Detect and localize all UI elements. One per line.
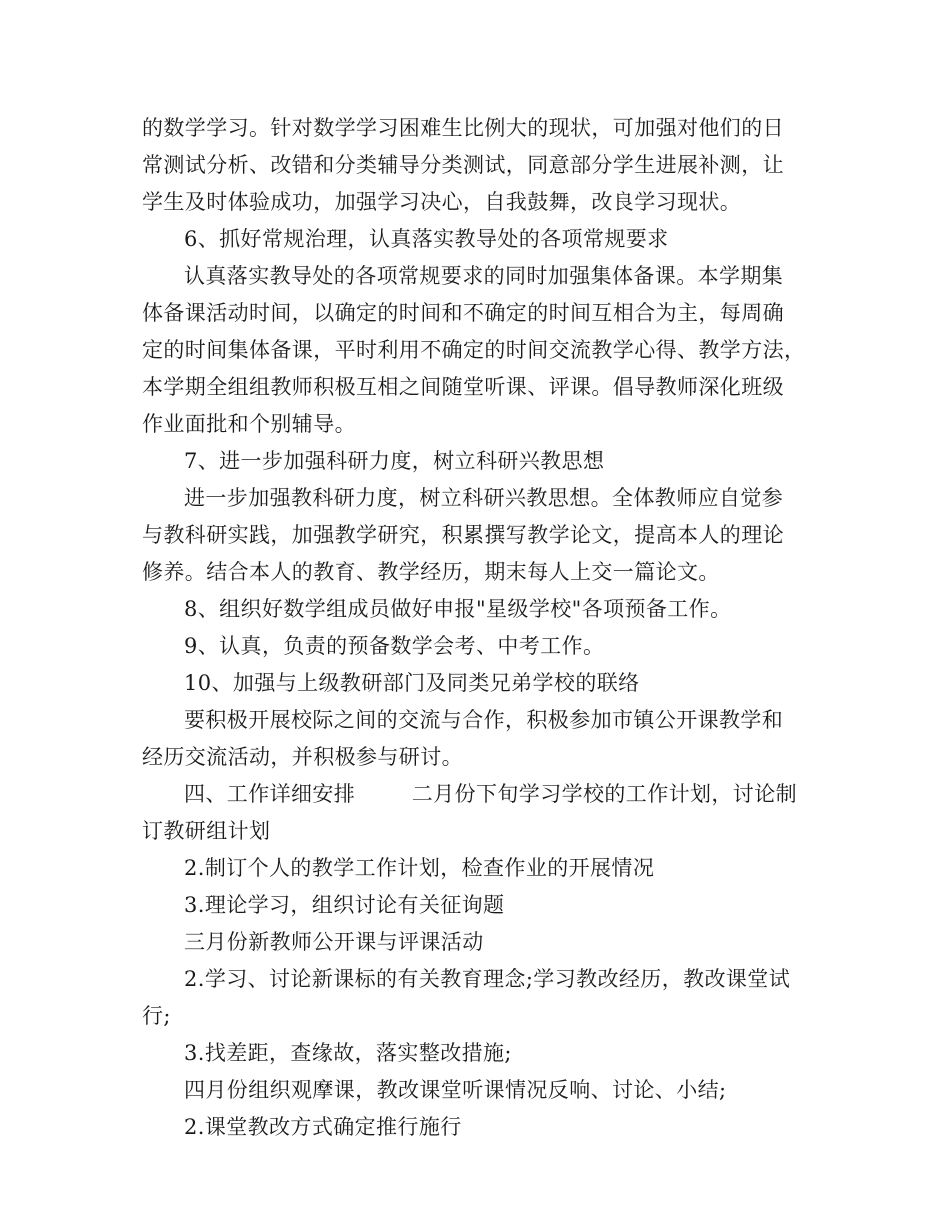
section-heading: 6、抓好常规治理，认真落实教导处的各项常规要求 (184, 227, 669, 251)
text-line: 定的时间集体备课，平时利用不确定的时间交流教学心得、教学方法， (142, 338, 806, 362)
text-line: 行; (142, 1004, 171, 1028)
text-line: 作业面批和个别辅导。 (142, 412, 356, 436)
text-line: 要积极开展校际之间的交流与合作，积极参加市镇公开课教学和 (184, 708, 784, 732)
text-line: 修养。结合本人的教育、教学经历，期末每人上交一篇论文。 (142, 560, 720, 584)
text-line: 学生及时体验成功，加强学习决心，自我鼓舞，改良学习现状。 (142, 190, 742, 214)
list-item: 四月份组织观摩课，教改课堂听课情况反响、讨论、小结; (184, 1078, 727, 1102)
section-heading: 四、工作详细安排 二月份下旬学习学校的工作计划，讨论制 (184, 782, 797, 806)
list-item: 3.找差距，查缘故，落实整改措施; (184, 1041, 512, 1065)
list-item: 2.课堂教改方式确定推行施行 (184, 1115, 462, 1139)
text-line: 的数学学习。针对数学学习困难生比例大的现状，可加强对他们的日 (142, 116, 784, 140)
list-item: 三月份新教师公开课与评课活动 (184, 930, 484, 954)
text-line: 认真落实教导处的各项常规要求的同时加强集体备课。本学期集 (184, 264, 784, 288)
list-item: 9、认真，负责的预备数学会考、中考工作。 (184, 634, 605, 658)
list-item: 2.制订个人的教学工作计划，检查作业的开展情况 (184, 856, 655, 880)
list-item: 3.理论学习，组织讨论有关征询题 (184, 893, 505, 917)
text-line: 体备课活动时间，以确定的时间和不确定的时间互相合为主，每周确 (142, 301, 784, 325)
list-item: 2.学习、讨论新课标的有关教育理念;学习教改经历，教改课堂试 (184, 967, 791, 991)
text-line: 与教科研实践，加强教学研究，积累撰写教学论文，提高本人的理论 (142, 523, 784, 547)
section-heading: 7、进一步加强科研力度，树立科研兴教思想 (184, 449, 605, 473)
section-heading: 10、加强与上级教研部门及同类兄弟学校的联络 (184, 671, 640, 695)
list-item: 8、组织好数学组成员做好申报"星级学校"各项预备工作。 (184, 597, 732, 621)
text-line: 订教研组计划 (142, 819, 271, 843)
text-line: 常测试分析、改错和分类辅导分类测试，同意部分学生进展补测，让 (142, 153, 784, 177)
text-line: 进一步加强教科研力度，树立科研兴教思想。全体教师应自觉参 (184, 486, 784, 510)
text-line: 本学期全组组教师积极互相之间随堂听课、评课。倡导教师深化班级 (142, 375, 784, 399)
text-line: 经历交流活动，并积极参与研讨。 (142, 745, 463, 769)
